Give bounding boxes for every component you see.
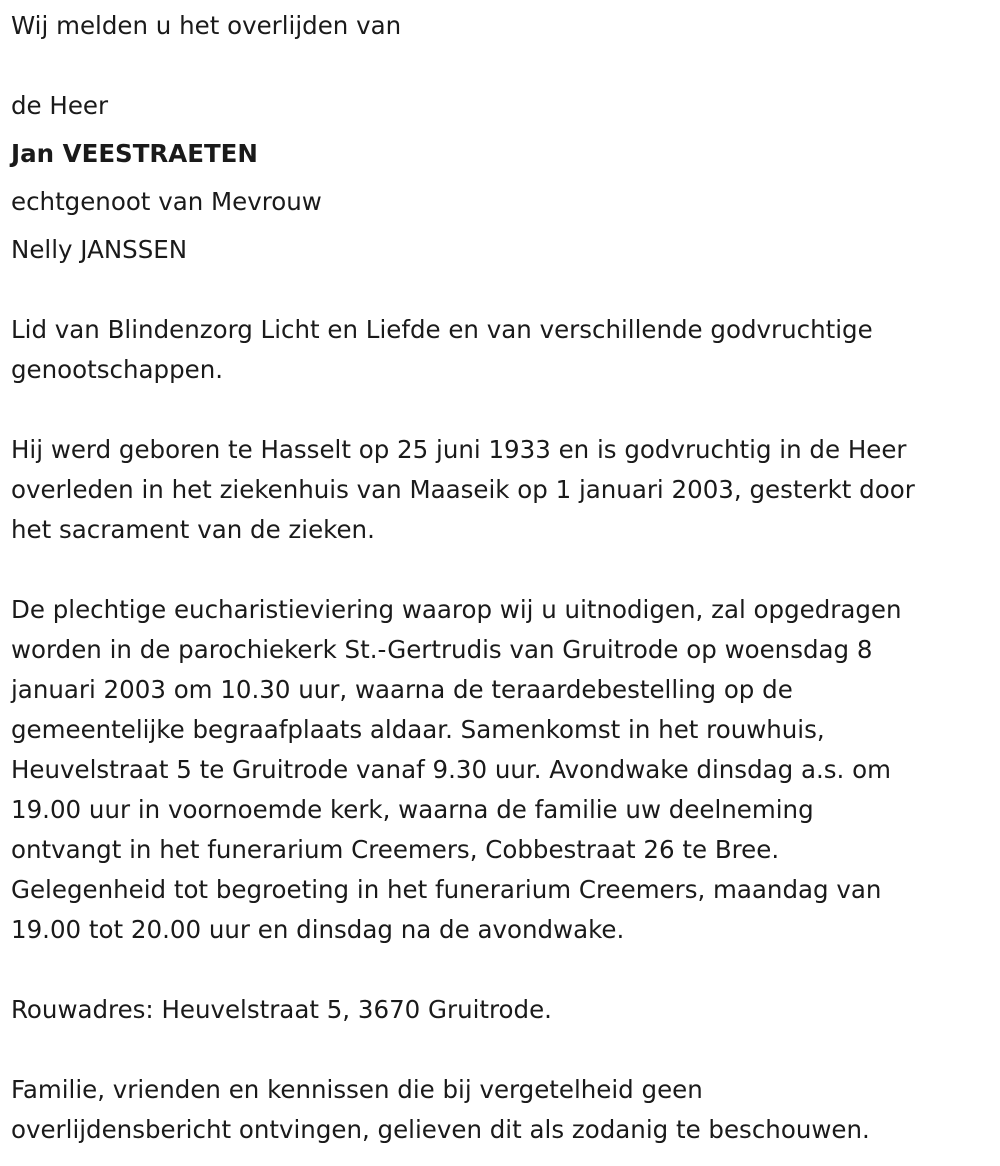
text-line: Gelegenheid tot begroeting in het funerarium Creemers, maandag van bbox=[11, 875, 882, 904]
spouse-name: Nelly JANSSEN bbox=[11, 235, 188, 264]
text-line: Familie, vrienden en kennissen die bij vergetelheid geen bbox=[11, 1075, 703, 1104]
text-line: overlijdensbericht ontvingen, gelieven dit als zodanig te beschouwen. bbox=[11, 1115, 870, 1144]
birth-death-paragraph bbox=[11, 430, 986, 550]
text-line: 19.00 uur in voornoemde kerk, waarna de familie uw deelneming bbox=[11, 795, 814, 824]
text-line: gemeentelijke begraafplaats aldaar. Samenkomst in het rouwhuis, bbox=[11, 715, 825, 744]
text-line: overleden in het ziekenhuis van Maaseik op 1 januari 2003, gesterkt door bbox=[11, 475, 915, 504]
text-line: Hij werd geboren te Hasselt op 25 juni 1933 en is godvruchtig in de Heer bbox=[11, 435, 907, 464]
text-line: De plechtige eucharistieviering waarop wij u uitnodigen, zal opgedragen bbox=[11, 595, 902, 624]
membership-paragraph bbox=[11, 310, 986, 390]
text-line: Lid van Blindenzorg Licht en Liefde en van verschillende godvruchtige bbox=[11, 315, 873, 344]
honorific: de Heer bbox=[11, 91, 109, 120]
text-line: ontvangt in het funerarium Creemers, Cobbestraat 26 te Bree. bbox=[11, 835, 780, 864]
text-line: genootschappen. bbox=[11, 355, 224, 384]
deceased-name: Jan VEESTRAETEN bbox=[11, 139, 258, 168]
intro-line: Wij melden u het overlijden van bbox=[11, 11, 402, 40]
text-line: Heuvelstraat 5 te Gruitrode vanaf 9.30 uur. Avondwake dinsdag a.s. om bbox=[11, 755, 891, 784]
text-line: het sacrament van de zieken. bbox=[11, 515, 375, 544]
address-paragraph bbox=[11, 990, 986, 1030]
text-line: 19.00 tot 20.00 uur en dinsdag na de avondwake. bbox=[11, 915, 625, 944]
text-line: januari 2003 om 10.30 uur, waarna de teraardebestelling op de bbox=[11, 675, 793, 704]
text-line: worden in de parochiekerk St.-Gertrudis van Gruitrode op woensdag 8 bbox=[11, 635, 873, 664]
spouse-label: echtgenoot van Mevrouw bbox=[11, 187, 322, 216]
closing-paragraph bbox=[11, 1070, 986, 1150]
mourning-address: Rouwadres: Heuvelstraat 5, 3670 Gruitrode. bbox=[11, 995, 552, 1024]
ceremony-paragraph bbox=[11, 590, 986, 950]
